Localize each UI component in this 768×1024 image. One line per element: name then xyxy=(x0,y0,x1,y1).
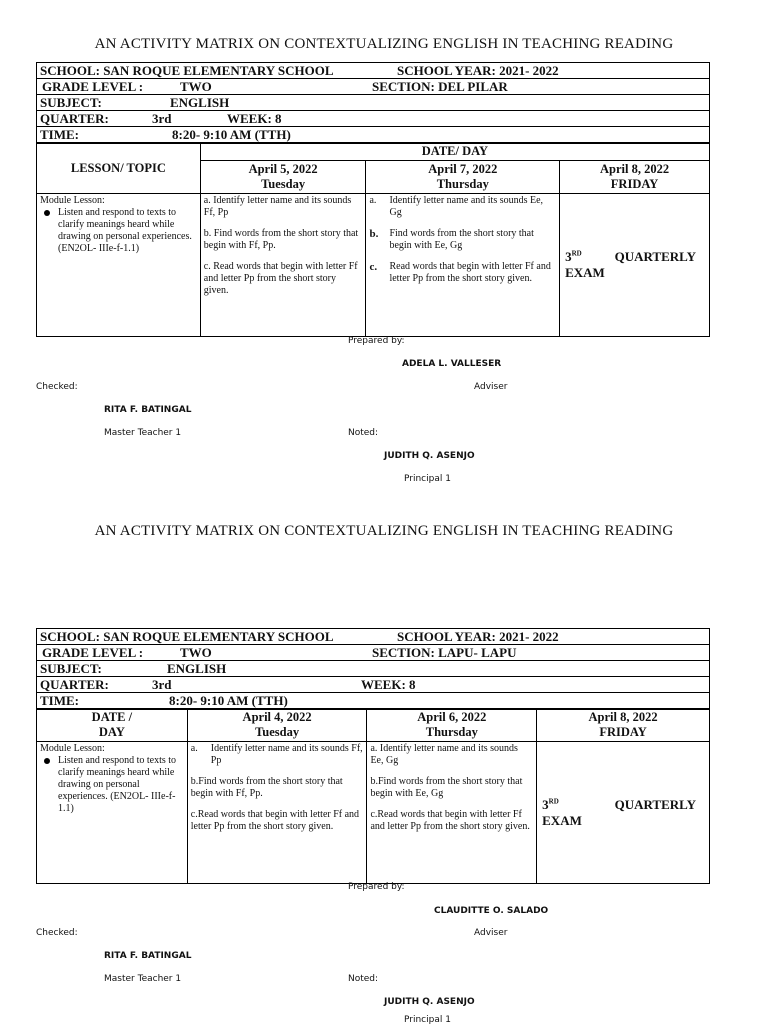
doc2-col2-cell xyxy=(367,742,537,884)
doc1-section: SECTION: DEL PILAR xyxy=(372,79,508,94)
bullet-icon xyxy=(44,210,50,216)
doc2-module-label: Module Lesson: xyxy=(40,743,105,754)
doc2-master-teacher-title: Master Teacher 1 xyxy=(104,974,182,984)
doc1-grade-value: TWO xyxy=(180,79,212,94)
doc2-principal-name: JUDITH Q. ASENJO xyxy=(384,997,475,1007)
doc2-col1-item-c: c.Read words that begin with letter Ff and letter Pp from the short story given. xyxy=(190,809,360,832)
doc2-col1-cell xyxy=(187,742,367,884)
doc2-col1-header: April 4, 2022 Tuesday xyxy=(187,709,367,742)
doc2-quarter-label: QUARTER: xyxy=(40,677,109,692)
doc2-school: SCHOOL: SAN ROQUE ELEMENTARY SCHOOL xyxy=(40,629,334,644)
doc1-col1-header: April 5, 2022 Tuesday xyxy=(200,161,366,194)
doc1-principal-title: Principal 1 xyxy=(404,474,451,484)
doc2-col1-item-b: b.Find words from the short story that begin with Ff, Pp. xyxy=(190,776,343,799)
doc1-checked: Checked: xyxy=(36,382,78,392)
doc1-col3-header: April 8, 2022 FRIDAY xyxy=(560,161,710,194)
doc1-time-value: 8:20- 9:10 AM (TTH) xyxy=(172,127,291,142)
doc1-col2-header: April 7, 2022 Thursday xyxy=(366,161,560,194)
doc2-master-teacher-name: RITA F. BATINGAL xyxy=(104,951,192,961)
doc2-quarter-row xyxy=(37,677,709,693)
doc2-adviser-name: CLAUDITTE O. SALADO xyxy=(434,906,549,916)
doc2-checked: Checked: xyxy=(36,928,78,938)
doc1-header-block xyxy=(36,62,710,144)
doc2-col2-header: April 6, 2022 Thursday xyxy=(367,709,537,742)
doc1-time-row xyxy=(37,127,709,143)
doc2-activity-table xyxy=(36,708,710,884)
doc1-grade-row xyxy=(37,79,709,95)
doc1-adviser-title: Adviser xyxy=(474,382,508,392)
doc1-lesson-topic-header: LESSON/ TOPIC xyxy=(37,143,201,194)
doc2-col3-cell xyxy=(537,742,710,884)
doc2-quarter-value: 3rd xyxy=(152,677,172,692)
doc2-col2-item-c: c.Read words that begin with letter Ff and letter Pp from the short story given. xyxy=(370,809,530,832)
doc2-grade-value: TWO xyxy=(180,645,212,660)
doc2-col3-header: April 8, 2022 FRIDAY xyxy=(537,709,710,742)
doc2-lesson-cell xyxy=(37,742,188,884)
doc1-quarter-value: 3rd xyxy=(152,111,172,126)
doc1-principal-name: JUDITH Q. ASENJO xyxy=(384,451,475,461)
doc1-grade-label: GRADE LEVEL : xyxy=(42,79,144,94)
doc1-module-label: Module Lesson: xyxy=(40,195,105,206)
doc2-time-row xyxy=(37,693,709,709)
bullet-icon xyxy=(44,758,50,764)
doc2-school-year: SCHOOL YEAR: 2021- 2022 xyxy=(397,629,559,644)
doc1-subject-value: ENGLISH xyxy=(170,95,230,110)
doc1-date-day-header: DATE/ DAY xyxy=(200,143,709,161)
doc1-school-row xyxy=(37,63,709,79)
doc1-subject-label: SUBJECT: xyxy=(40,95,102,110)
doc2-grade-label: GRADE LEVEL : xyxy=(42,645,144,660)
doc1-school: SCHOOL: SAN ROQUE ELEMENTARY SCHOOL xyxy=(40,63,334,78)
doc1-col1-item-b: b. Find words from the short story that begin with Ff, Pp. xyxy=(203,228,359,251)
doc2-col2-item-b: b.Find words from the short story that begin with Ee, Gg xyxy=(370,776,523,799)
doc2-date-day-header: DATE / DAY xyxy=(37,709,188,742)
doc2-time-label: TIME: xyxy=(40,693,79,708)
doc1-col1-cell xyxy=(200,194,366,337)
doc1-master-teacher-name: RITA F. BATINGAL xyxy=(104,405,192,415)
doc2-principal-title: Principal 1 xyxy=(404,1015,451,1024)
doc1-subject-row xyxy=(37,95,709,111)
doc1-school-year: SCHOOL YEAR: 2021- 2022 xyxy=(397,63,559,78)
doc2-col1-item-a: a. Identify letter name and its sounds Ff, Pp xyxy=(190,743,363,766)
doc2-title: AN ACTIVITY MATRIX ON CONTEXTUALIZING ENGLISH IN TEACHING READING xyxy=(94,523,674,539)
doc1-lesson-cell xyxy=(37,194,201,337)
doc1-module-bullet: Listen and respond to texts to clarify meanings heard while drawing on personal experiences. (EN2OL- IIIe-f-1.1) xyxy=(40,207,197,255)
doc1-title: AN ACTIVITY MATRIX ON CONTEXTUALIZING ENGLISH IN TEACHING READING xyxy=(94,36,674,52)
doc1-week: WEEK: 8 xyxy=(227,111,282,126)
doc1-master-teacher-title: Master Teacher 1 xyxy=(104,428,182,438)
doc1-col1-item-a: a. Identify letter name and its sounds Ff, Pp xyxy=(203,195,352,218)
doc1-col1-item-c: c. Read words that begin with letter Ff and letter Pp from the short story given. xyxy=(203,261,358,296)
doc2-adviser-title: Adviser xyxy=(474,928,508,938)
doc1-col2-item-c: c. Read words that begin with letter Ff and letter Pp from the short story given. xyxy=(369,261,551,284)
doc1-quarterly-exam: 3RD QUARTERLY EXAM xyxy=(565,249,696,280)
doc1-col2-item-a: a. Identify letter name and its sounds Ee, Gg xyxy=(369,195,544,218)
doc1-noted: Noted: xyxy=(348,428,379,438)
doc2-prepared-by: Prepared by: xyxy=(348,882,405,892)
doc1-col2-cell xyxy=(366,194,560,337)
doc1-col3-cell xyxy=(560,194,710,337)
doc1-adviser-name: ADELA L. VALLESER xyxy=(402,359,502,369)
doc2-subject-label: SUBJECT: xyxy=(40,661,102,676)
doc2-week: WEEK: 8 xyxy=(361,677,416,692)
doc1-quarter-label: QUARTER: xyxy=(40,111,109,126)
doc2-noted: Noted: xyxy=(348,974,379,984)
doc2-col2-item-a: a. Identify letter name and its sounds Ee, Gg xyxy=(370,743,518,766)
doc1-col2-item-b: b. Find words from the short story that begin with Ee, Gg xyxy=(369,228,534,251)
doc2-time-value: 8:20- 9:10 AM (TTH) xyxy=(169,693,288,708)
doc2-quarterly-exam: 3RD QUARTERLY EXAM xyxy=(542,796,696,828)
doc2-header-block xyxy=(36,628,710,710)
doc1-activity-table xyxy=(36,142,710,337)
doc2-subject-value: ENGLISH xyxy=(167,661,227,676)
doc1-quarter-row xyxy=(37,111,709,127)
doc1-prepared-by: Prepared by: xyxy=(348,336,405,346)
doc1-time-label: TIME: xyxy=(40,127,79,142)
doc2-grade-row xyxy=(37,645,709,661)
doc2-subject-row xyxy=(37,661,709,677)
doc2-section: SECTION: LAPU- LAPU xyxy=(372,645,517,660)
doc2-school-row xyxy=(37,629,709,645)
doc2-module-bullet: Listen and respond to texts to clarify meanings heard while drawing on personal experiences. (EN2OL- IIIe-f-1.1) xyxy=(40,755,184,815)
